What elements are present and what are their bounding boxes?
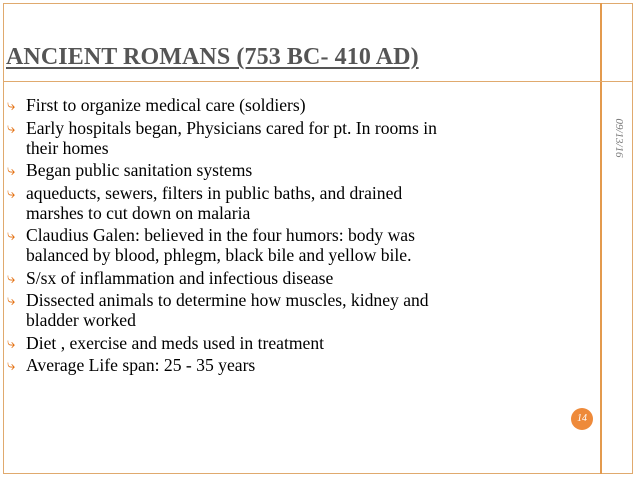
slide-title: ANCIENT ROMANS (753 BC- 410 AD) xyxy=(6,44,419,70)
bullet-text-line: S/sx of inflammation and infectious disease xyxy=(26,267,334,288)
vertical-accent-line xyxy=(600,3,602,474)
bullet-item xyxy=(6,355,592,375)
slide-date-text: 09/13/16 xyxy=(613,118,625,158)
bullet-text-line: bladder worked xyxy=(26,310,136,330)
bullet-text-line: balanced by blood, phlegm, black bile and yellow bile. xyxy=(26,245,412,265)
curved-arrow-bullet-icon: ⤷ xyxy=(7,96,16,114)
bullet-list xyxy=(6,95,592,378)
bullet-text-line: First to organize medical care (soldiers) xyxy=(26,95,306,115)
title-divider xyxy=(3,81,633,82)
bullet-text-line: aqueducts, sewers, filters in public baths, and drained xyxy=(26,182,403,203)
curved-arrow-bullet-icon: ⤷ xyxy=(7,226,16,244)
curved-arrow-bullet-icon: ⤷ xyxy=(7,356,16,374)
curved-arrow-bullet-icon: ⤷ xyxy=(7,291,16,309)
bullet-text-line: Diet , exercise and meds used in treatment xyxy=(26,332,325,353)
bullet-item xyxy=(6,225,592,265)
bullet-item xyxy=(6,95,592,115)
curved-arrow-bullet-icon: ⤷ xyxy=(7,161,16,179)
curved-arrow-bullet-icon: ⤷ xyxy=(7,333,16,352)
bullet-text-line: their homes xyxy=(26,137,109,158)
bullet-item xyxy=(6,268,592,288)
bullet-text-line: marshes to cut down on malaria xyxy=(26,202,251,223)
bullet-item xyxy=(6,160,592,180)
curved-arrow-bullet-icon: ⤷ xyxy=(7,183,16,202)
bullet-item xyxy=(6,333,592,353)
bullet-text-line: Average Life span: 25 - 35 years xyxy=(26,355,256,375)
bullet-item xyxy=(6,183,592,223)
bullet-text-line: Claudius Galen: believed in the four humors: body was xyxy=(26,225,415,245)
bullet-item xyxy=(6,290,592,330)
slide-date xyxy=(608,108,630,168)
bullet-item xyxy=(6,118,592,158)
curved-arrow-bullet-icon: ⤷ xyxy=(7,118,16,137)
bullet-text-line: Dissected animals to determine how muscles, kidney and xyxy=(26,290,429,310)
curved-arrow-bullet-icon: ⤷ xyxy=(7,268,16,287)
page-number-badge: 14 xyxy=(571,408,593,430)
bullet-text-line: Early hospitals began, Physicians cared for pt. In rooms in xyxy=(26,117,437,138)
bullet-text-line: Began public sanitation systems xyxy=(26,160,253,180)
